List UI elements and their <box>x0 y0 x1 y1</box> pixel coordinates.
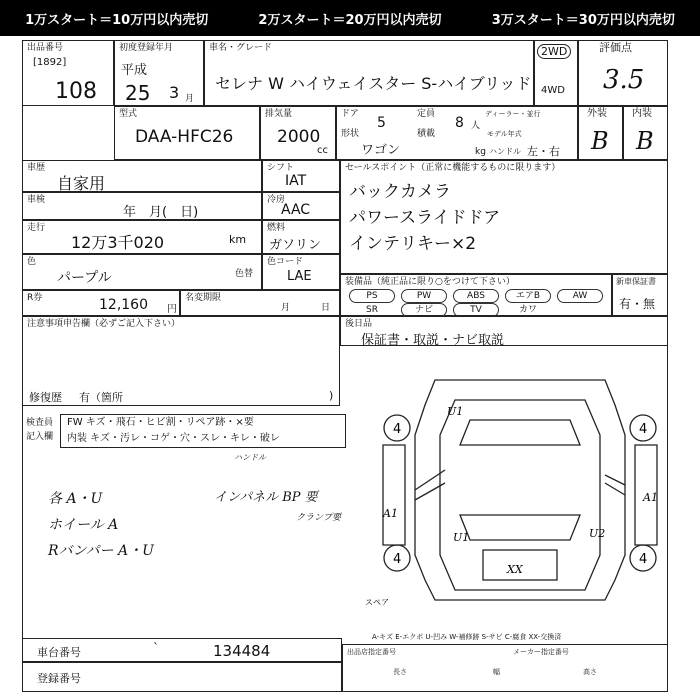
dealer-label: ディーラー・並行 <box>485 110 541 118</box>
inspection-label: 車検 <box>27 195 46 205</box>
equipment-label: 装備品（純正品に限り○をつけて下さい） <box>345 277 515 287</box>
name-change-day: 日 <box>321 303 331 313</box>
ac-value: AAC <box>281 202 311 218</box>
damage-mark: U1 <box>453 531 470 544</box>
body-spec-box <box>336 106 578 160</box>
sales-points-box <box>340 160 668 274</box>
dimension-box <box>342 644 668 692</box>
load-label: 積載 <box>417 129 436 139</box>
body-label: 形状 <box>341 129 360 139</box>
usage-type-label: 車歴 <box>27 163 46 173</box>
equip-leather: カワ <box>518 305 537 315</box>
first-reg-box <box>114 40 204 106</box>
sales-point: インテリキー×2 <box>349 234 477 254</box>
height-label: 高さ <box>583 668 597 676</box>
auction-banner <box>0 0 700 36</box>
lot-code: [1892] <box>33 57 67 68</box>
damage-mark: A1 <box>383 507 398 520</box>
car-damage-diagram <box>365 365 665 615</box>
equip-ps: PS <box>349 289 395 303</box>
doors-value: 5 <box>377 115 386 131</box>
sales-point: バックカメラ <box>349 182 451 202</box>
usage-type-box <box>22 160 262 192</box>
handle-value: 左・右 <box>527 145 560 158</box>
lot-box <box>22 40 114 106</box>
name-change-label: 名変期限 <box>185 293 222 303</box>
handwritten-right: インパネル BP 要 <box>214 490 318 505</box>
damage-mark: XX <box>507 563 523 576</box>
equip-abs: ABS <box>453 289 499 303</box>
spare-label: スペア <box>365 598 389 607</box>
equip-pw: PW <box>401 289 447 303</box>
equip-aw: AW <box>557 289 603 303</box>
body-value: ワゴン <box>361 143 401 158</box>
equip-sr: SR <box>366 305 378 315</box>
recycle-unit: 円 <box>167 304 177 315</box>
banner-item: 3万スタート＝30万円以内売切 <box>491 12 675 28</box>
displacement-label: 排気量 <box>265 109 293 119</box>
fuel-box <box>262 220 340 254</box>
svg-text:4: 4 <box>393 552 402 567</box>
shift-box <box>262 160 340 192</box>
svg-text:4: 4 <box>639 422 648 437</box>
displacement-box <box>260 106 336 160</box>
later-items-label: 後日品 <box>345 319 373 329</box>
car-name-label: 車名・グレード <box>209 43 273 53</box>
shift-label: シフト <box>267 163 295 173</box>
repair-close: ) <box>329 389 334 402</box>
color-change-label: 色替 <box>235 269 254 279</box>
exterior-label: 外装 <box>587 108 607 119</box>
handwritten-left <box>48 486 154 564</box>
mileage-value: 12万3千020 <box>71 233 165 252</box>
warranty-box <box>612 274 668 316</box>
score-value: 3.5 <box>603 65 645 95</box>
drive-box <box>534 40 578 106</box>
exterior-box <box>578 106 623 160</box>
warranty-value: 有・無 <box>619 297 656 311</box>
lot-number: 108 <box>55 79 97 104</box>
handwritten-note: 各 A・U <box>48 491 103 507</box>
recycle-label: R券 <box>27 293 43 303</box>
inspector-line: FW キズ・飛石・ヒビ割・リペア跡・×要 <box>67 417 254 428</box>
notes-box <box>22 316 340 406</box>
drive-4wd: 4WD <box>541 85 565 96</box>
capacity-value: 8 <box>455 115 464 131</box>
fuel-label: 燃料 <box>267 223 286 233</box>
model-label: 型式 <box>119 109 138 119</box>
svg-text:4: 4 <box>639 552 648 567</box>
color-box <box>22 254 262 290</box>
equip-airbag: エアB <box>505 289 551 303</box>
inspector-area <box>22 414 346 462</box>
mileage-unit: km <box>229 233 247 246</box>
color-code-value: LAE <box>287 269 312 284</box>
color-label: 色 <box>27 257 37 267</box>
name-change-box <box>180 290 340 316</box>
damage-mark: A1 <box>643 491 658 504</box>
model-year-label: モデル年式 <box>487 130 522 138</box>
exterior-grade: B <box>591 127 609 155</box>
equip-navi: ナビ <box>401 303 447 317</box>
handwritten-note: ホイール A <box>48 517 119 533</box>
color-code-box <box>262 254 340 290</box>
reg-month: 3 <box>169 83 180 102</box>
repair-label: 修復歴 <box>29 391 62 404</box>
sales-points-label: セールスポイント（正常に機能するものに限ります） <box>345 163 561 173</box>
ac-label: 冷房 <box>267 195 286 205</box>
later-items-value: 保証書・取説・ナビ取説 <box>361 333 505 348</box>
era: 平成 <box>121 63 148 78</box>
chassis-mark: ` <box>153 641 159 655</box>
chassis-box <box>22 638 342 662</box>
equipment-box <box>340 274 612 316</box>
displacement-value: 2000 <box>277 127 321 147</box>
doors-label: ドア <box>341 109 359 119</box>
notes-label: 注意事項申告欄（必ずご記入下さい） <box>27 319 181 329</box>
handle-label: ハンドル <box>489 147 521 156</box>
damage-mark: U2 <box>589 527 606 540</box>
damage-mark: U1 <box>447 405 464 418</box>
capacity-label: 定員 <box>417 109 436 119</box>
mileage-label: 走行 <box>27 223 46 233</box>
diagram-legend: A-キズ E-エクボ U-凹み W-補修跡 S-サビ C-腐食 XX-交換済 <box>372 633 562 641</box>
model-code: DAA-HFC26 <box>135 127 234 147</box>
length-label: 長さ <box>393 668 407 676</box>
car-name-box <box>204 40 534 106</box>
lot-label: 出品番号 <box>27 43 64 53</box>
svg-text:4: 4 <box>393 422 402 437</box>
inspector-box <box>60 414 346 448</box>
later-items-box <box>340 316 668 346</box>
handwritten-note: Rバンパー A・U <box>48 543 154 559</box>
chassis-number: 134484 <box>213 642 271 660</box>
month-unit: 月 <box>185 94 195 104</box>
maker-number-label: メーカー指定番号 <box>513 648 569 656</box>
load-unit: kg <box>475 147 486 157</box>
inspector-label: 検査員 <box>26 418 54 428</box>
sales-point: パワースライドドア <box>349 208 501 228</box>
warranty-label: 新車保証書 <box>616 277 656 286</box>
chassis-label: 車台番号 <box>37 646 81 659</box>
inspection-box <box>22 192 262 220</box>
name-change-month: 月 <box>281 303 291 313</box>
handle-note: ハンドル <box>234 453 266 462</box>
interior-label: 内装 <box>632 108 652 119</box>
score-label: 評価点 <box>599 41 632 54</box>
equip-tv: TV <box>453 303 499 317</box>
ac-box <box>262 192 340 220</box>
interior-grade: B <box>636 127 654 155</box>
first-reg-label: 初度登録年月 <box>119 43 174 53</box>
displacement-unit: cc <box>317 145 328 156</box>
banner-item: 2万スタート＝20万円以内売切 <box>258 12 442 28</box>
mileage-box <box>22 220 262 254</box>
width-label: 幅 <box>493 668 500 676</box>
handwritten-right-2: クランプ要 <box>296 513 342 523</box>
color-code-label: 色コード <box>267 257 304 267</box>
score-box <box>578 40 668 106</box>
interior-box <box>623 106 668 160</box>
recycle-box <box>22 290 180 316</box>
shift-value: IAT <box>285 173 307 189</box>
shop-number-label: 出品店指定番号 <box>347 648 396 656</box>
inspection-value: 年 月( 日) <box>123 205 199 220</box>
color-value: パープル <box>57 270 112 286</box>
inspector-label-2: 記入欄 <box>26 432 54 442</box>
registration-label: 登録番号 <box>37 672 81 685</box>
repair-value: 有（箇所 <box>79 391 123 404</box>
inspector-line: 内装 キズ・汚レ・コゲ・穴・スレ・キレ・破レ <box>67 433 280 444</box>
recycle-value: 12,160 <box>99 297 148 313</box>
car-name: セレナ W ハイウェイスター S-ハイブリッド <box>215 74 532 93</box>
fuel-value: ガソリン <box>269 238 322 253</box>
model-box <box>114 106 260 160</box>
reg-year: 25 <box>125 81 151 105</box>
banner-item: 1万スタート＝10万円以内売切 <box>25 12 209 28</box>
capacity-unit: 人 <box>471 121 481 131</box>
drive-2wd: 2WD <box>537 44 571 59</box>
usage-type-value: 自家用 <box>57 174 106 193</box>
registration-box <box>22 662 342 692</box>
